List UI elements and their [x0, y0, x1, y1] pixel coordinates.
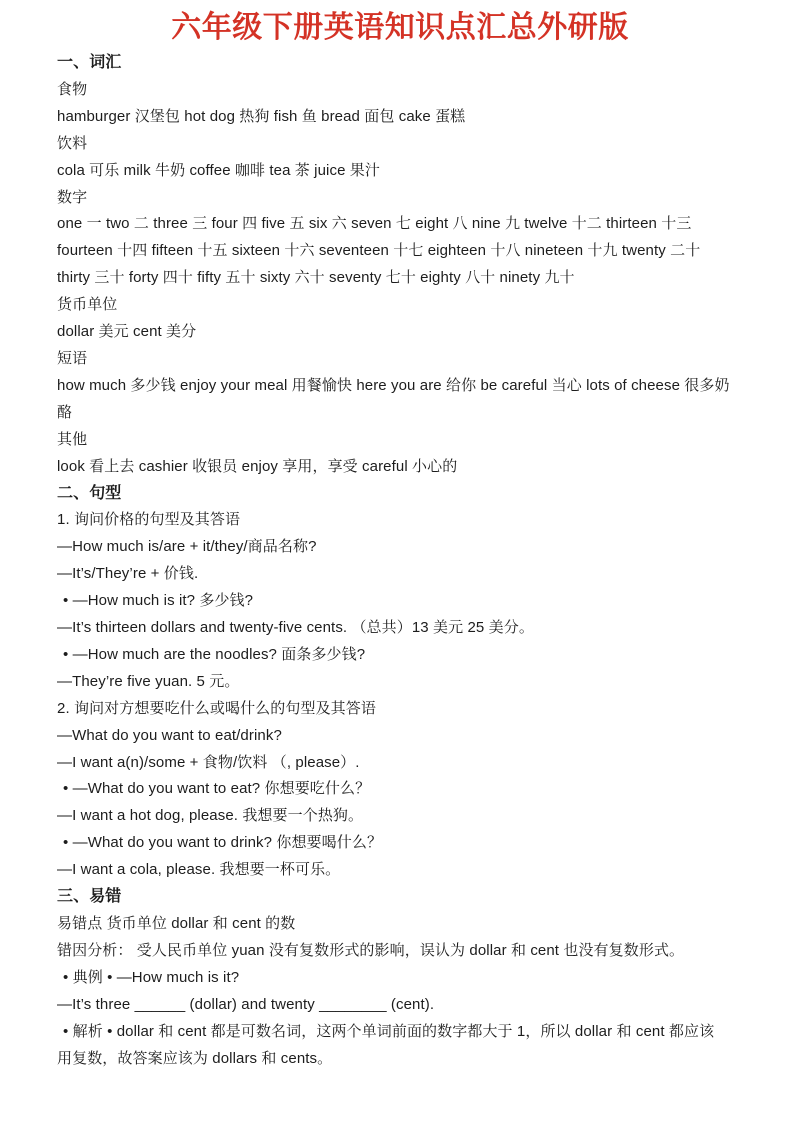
- section-heading: 三、易错: [57, 888, 122, 906]
- doc-line: 食物: [57, 80, 88, 98]
- doc-line: —I want a cola, please. 我想要一杯可乐。: [57, 861, 341, 879]
- doc-line: cola 可乐 milk 牛奶 coffee 咖啡 tea 茶 juice 果汁: [57, 161, 380, 179]
- doc-line: fourteen 十四 fifteen 十五 sixteen 十六 seventeen 十七 eighteen 十八 nineteen 十九 twenty 二十: [57, 242, 701, 260]
- doc-line: thirty 三十 forty 四十 fifty 五十 sixty 六十 seventy 七十 eighty 八十 ninety 九十: [57, 269, 575, 287]
- doc-line: 易错点 货币单位 dollar 和 cent 的数: [57, 915, 296, 932]
- doc-line: hamburger 汉堡包 hot dog 热狗 fish 鱼 bread 面包 cake 蛋糕: [57, 107, 466, 125]
- doc-line: 1. 询问价格的句型及其答语: [57, 511, 241, 529]
- doc-line: 错因分析： 受人民币单位 yuan 没有复数形式的影响，误认为 dollar 和 cent 也没有复数形式。: [57, 941, 685, 959]
- doc-line: 用复数，故答案应该为 dollars 和 cents。: [57, 1049, 333, 1067]
- doc-line: 数字: [57, 188, 88, 206]
- doc-line: 饮料: [57, 134, 88, 152]
- doc-line: • —What do you want to drink? 你想要喝什么？: [63, 834, 383, 852]
- doc-line: • 典例 • —How much is it?: [63, 968, 240, 986]
- doc-line: 2. 询问对方想要吃什么或喝什么的句型及其答语: [57, 699, 376, 717]
- doc-line: 酪: [57, 403, 73, 421]
- doc-line: —They’re five yuan. 5 元。: [57, 672, 240, 690]
- doc-line: —It’s thirteen dollars and twenty-five cents. （总共）13 美元 25 美分。: [57, 619, 534, 637]
- doc-line: look 看上去 cashier 收银员 enjoy 享用，享受 careful 小心的: [57, 457, 458, 475]
- doc-line: —What do you want to eat/drink?: [57, 726, 282, 744]
- doc-line: —It’s three ______ (dollar) and twenty ________ (cent).: [57, 995, 435, 1013]
- doc-line: —I want a hot dog, please. 我想要一个热狗。: [57, 807, 364, 825]
- document-body: [57, 50, 743, 1072]
- document-title: 六年级下册英语知识点汇总外研版: [171, 11, 629, 44]
- doc-line: • —How much are the noodles? 面条多少钱?: [63, 645, 366, 663]
- doc-line: dollar 美元 cent 美分: [57, 323, 197, 341]
- doc-line: —How much is/are + it/they/商品名称?: [57, 538, 317, 556]
- doc-line: how much 多少钱 enjoy your meal 用餐愉快 here you are 给你 be careful 当心 lots of cheese 很多奶: [57, 376, 730, 394]
- doc-line: • 解析 • dollar 和 cent 都是可数名词，这两个单词前面的数字都大于 1，所以 dollar 和 cent 都应该: [63, 1022, 715, 1040]
- section-heading: 二、句型: [57, 484, 122, 502]
- doc-line: 短语: [57, 349, 88, 367]
- doc-line: • —How much is it? 多少钱?: [63, 592, 254, 610]
- doc-line: 其他: [57, 430, 88, 448]
- doc-line: —It’s/They’re + 价钱.: [57, 565, 199, 583]
- doc-line: one 一 two 二 three 三 four 四 five 五 six 六 seven 七 eight 八 nine 九 twelve 十二 thirteen 十三: [57, 215, 692, 233]
- doc-line: —I want a(n)/some + 食物/饮料 （, please）.: [57, 753, 360, 771]
- doc-line: 货币单位: [57, 296, 118, 314]
- doc-line: • —What do you want to eat? 你想要吃什么？: [63, 780, 371, 798]
- section-heading: 一、词汇: [57, 54, 122, 71]
